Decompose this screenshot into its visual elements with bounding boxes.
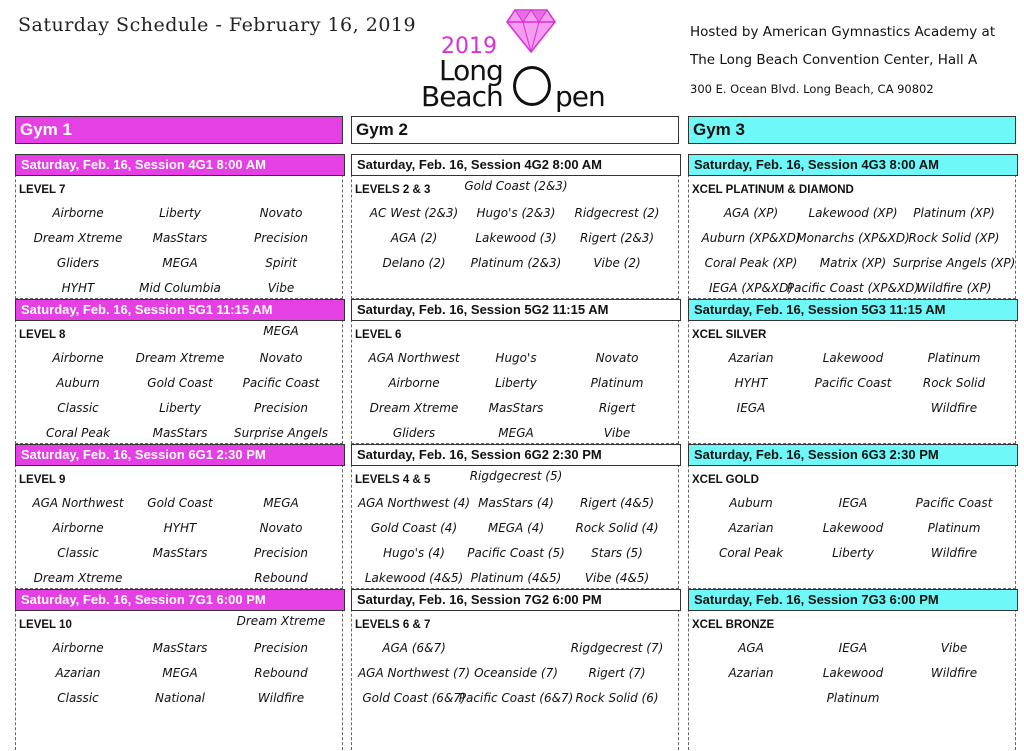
team-name: Lakewood (3) [475, 231, 557, 245]
team-name: Pacific Coast (5) [467, 546, 565, 560]
team-name: Rigdgecrest (5) [469, 469, 563, 483]
session-header: Saturday, Feb. 16, Session 5G1 11:15 AM [15, 299, 345, 321]
team-name: IEGA [736, 401, 766, 415]
team-name: Rigdgecrest (7) [570, 641, 664, 655]
team-name: Pacific Coast [814, 376, 892, 390]
session-level: LEVEL 7 [19, 184, 66, 196]
team-name: IEGA [838, 496, 868, 510]
team-name: Gliders [56, 256, 100, 270]
team-name: Gliders [392, 426, 436, 440]
session-block [15, 444, 343, 589]
page-title: Saturday Schedule - February 16, 2019 [18, 14, 417, 36]
team-name: Airborne [52, 206, 104, 220]
session-block [351, 589, 679, 751]
team-name: MEGA [498, 426, 534, 440]
session-block [15, 299, 343, 444]
team-name: Oceanside (7) [474, 666, 558, 680]
team-name: Wildfire (XP) [916, 281, 992, 295]
team-name: Dream Xtreme [33, 571, 123, 585]
session-header: Saturday, Feb. 16, Session 6G1 2:30 PM [15, 444, 345, 466]
team-name: Wildfire [930, 666, 978, 680]
team-name: AGA Northwest [32, 496, 124, 510]
team-name: Spirit [265, 256, 297, 270]
team-name: Platinum (4&5) [470, 571, 562, 585]
team-name: HYHT [61, 281, 95, 295]
team-name: Matrix (XP) [819, 256, 887, 270]
team-name: Novato [259, 351, 303, 365]
team-name: Gold Coast [147, 496, 213, 510]
team-name: Wildfire [930, 401, 978, 415]
session-level: LEVELS 6 & 7 [355, 619, 431, 631]
team-name: AC West (2&3) [369, 206, 459, 220]
session-header: Saturday, Feb. 16, Session 6G2 2:30 PM [351, 444, 681, 466]
team-name: AGA [738, 641, 764, 655]
session-block [351, 299, 679, 444]
team-name: Classic [57, 691, 99, 705]
session-level: LEVEL 10 [19, 619, 72, 631]
team-name: Precision [253, 546, 309, 560]
team-name: Lakewood [822, 521, 884, 535]
team-name: Lakewood (XP) [808, 206, 898, 220]
team-name: Pacific Coast (6&7) [458, 691, 574, 705]
session-level: XCEL PLATINUM & DIAMOND [692, 184, 854, 196]
session-header: Saturday, Feb. 16, Session 4G2 8:00 AM [351, 154, 681, 176]
gym-header: Gym 1 [15, 116, 343, 144]
gym-column-2 [351, 116, 679, 728]
team-name: AGA Northwest (7) [357, 666, 471, 680]
team-name: Vibe [603, 426, 631, 440]
host-line-2: The Long Beach Convention Center, Hall A [690, 52, 978, 68]
session-header: Saturday, Feb. 16, Session 5G3 11:15 AM [688, 299, 1018, 321]
team-name: AGA Northwest (4) [357, 496, 471, 510]
session-header: Saturday, Feb. 16, Session 4G1 8:00 AM [15, 154, 345, 176]
team-name: Airborne [52, 521, 104, 535]
team-name: Liberty [159, 206, 201, 220]
diamond-icon [505, 4, 557, 54]
team-name: Dream Xtreme [135, 351, 225, 365]
session-level: XCEL BRONZE [692, 619, 775, 631]
team-name: Vibe (4&5) [584, 571, 650, 585]
team-name: Platinum [927, 351, 981, 365]
team-name: Rebound [254, 571, 308, 585]
session-block [351, 154, 679, 299]
team-name: Liberty [495, 376, 537, 390]
team-name: Hugo's (4) [383, 546, 445, 560]
team-name: Liberty [159, 401, 201, 415]
team-name: Airborne [52, 641, 104, 655]
team-name: Auburn (XP&XD) [701, 231, 801, 245]
team-name: Azarian [728, 666, 774, 680]
team-name: Precision [253, 641, 309, 655]
team-name: Airborne [388, 376, 440, 390]
team-name: Hugo's [495, 351, 537, 365]
team-name: Vibe [267, 281, 295, 295]
host-line-1: Hosted by American Gymnastics Academy at [690, 24, 996, 40]
team-name: Dream Xtreme [33, 231, 123, 245]
logo-ring [513, 66, 551, 106]
team-name: Auburn [56, 376, 100, 390]
team-name: MasStars [152, 546, 208, 560]
team-name: Mid Columbia [139, 281, 221, 295]
gym-header: Gym 3 [688, 116, 1016, 144]
session-level: LEVEL 6 [355, 329, 402, 341]
team-name: Surprise Angels (XP) [892, 256, 1016, 270]
team-name: Pacific Coast [242, 376, 320, 390]
team-name: Precision [253, 401, 309, 415]
team-name: Dream Xtreme [369, 401, 459, 415]
team-name: Rigert [598, 401, 636, 415]
session-header: Saturday, Feb. 16, Session 7G2 6:00 PM [351, 589, 681, 611]
team-name: Rebound [254, 666, 308, 680]
session-level: XCEL GOLD [692, 474, 759, 486]
team-name: MasStars [152, 426, 208, 440]
team-name: Rock Solid (4) [575, 521, 659, 535]
team-name: Classic [57, 546, 99, 560]
team-name: Platinum [590, 376, 644, 390]
team-name: Gold Coast (4) [370, 521, 458, 535]
team-name: Airborne [52, 351, 104, 365]
gym-header: Gym 2 [351, 116, 679, 144]
team-name: Rigert (7) [588, 666, 646, 680]
team-name: AGA Northwest [368, 351, 460, 365]
gym-column-1 [15, 116, 343, 728]
session-header: Saturday, Feb. 16, Session 7G3 6:00 PM [688, 589, 1018, 611]
team-name: MEGA (4) [487, 521, 545, 535]
team-name: Novato [259, 521, 303, 535]
session-level: LEVELS 2 & 3 [355, 184, 431, 196]
team-name: MEGA [162, 256, 198, 270]
team-name: AGA (XP) [723, 206, 779, 220]
team-name: MEGA [263, 324, 299, 338]
team-name: Wildfire [930, 546, 978, 560]
team-name: Gold Coast (6&7) [362, 691, 466, 705]
team-name: Gold Coast (2&3) [464, 179, 568, 193]
event-logo [415, 4, 615, 112]
session-block [15, 154, 343, 299]
team-name: Wildfire [257, 691, 305, 705]
team-name: Rock Solid (6) [575, 691, 659, 705]
team-name: Azarian [55, 666, 101, 680]
session-level: XCEL SILVER [692, 329, 767, 341]
team-name: Rigert (2&3) [579, 231, 655, 245]
session-header: Saturday, Feb. 16, Session 6G3 2:30 PM [688, 444, 1018, 466]
logo-word-beach: Beach [421, 80, 503, 113]
team-name: Dream Xtreme [236, 614, 326, 628]
team-name: National [154, 691, 206, 705]
team-name: Vibe (2) [593, 256, 641, 270]
team-name: Hugo's (2&3) [476, 206, 556, 220]
session-block [688, 589, 1016, 751]
team-name: MasStars [152, 641, 208, 655]
team-name: Coral Peak [718, 546, 784, 560]
logo-year: 2019 [441, 34, 497, 59]
team-name: Platinum (XP) [913, 206, 995, 220]
team-name: HYHT [734, 376, 768, 390]
team-name: Rock Solid [922, 376, 986, 390]
team-name: Rigert (4&5) [579, 496, 655, 510]
team-name: Novato [595, 351, 639, 365]
session-block [15, 589, 343, 751]
team-name: Platinum [826, 691, 880, 705]
team-name: Platinum [927, 521, 981, 535]
team-name: Vibe [940, 641, 968, 655]
team-name: Azarian [728, 351, 774, 365]
session-level: LEVEL 9 [19, 474, 66, 486]
team-name: HYHT [163, 521, 197, 535]
session-header: Saturday, Feb. 16, Session 7G1 6:00 PM [15, 589, 345, 611]
team-name: Classic [57, 401, 99, 415]
team-name: Azarian [728, 521, 774, 535]
team-name: MasStars [488, 401, 544, 415]
logo-word-open: pen [555, 80, 605, 113]
logo-word-long: Long [439, 54, 503, 87]
team-name: Precision [253, 231, 309, 245]
team-name: Lakewood [822, 666, 884, 680]
session-level: LEVELS 4 & 5 [355, 474, 431, 486]
gym-column-3 [688, 116, 1016, 728]
team-name: Pacific Coast [915, 496, 993, 510]
team-name: Surprise Angels [234, 426, 328, 440]
team-name: MEGA [263, 496, 299, 510]
team-name: Coral Peak [45, 426, 111, 440]
team-name: Delano (2) [382, 256, 446, 270]
team-name: Gold Coast [147, 376, 213, 390]
team-name: Auburn [729, 496, 773, 510]
session-block [688, 444, 1016, 589]
team-name: MEGA [162, 666, 198, 680]
session-header: Saturday, Feb. 16, Session 5G2 11:15 AM [351, 299, 681, 321]
team-name: AGA (6&7) [382, 641, 446, 655]
team-name: Liberty [832, 546, 874, 560]
team-name: Novato [259, 206, 303, 220]
host-address: 300 E. Ocean Blvd. Long Beach, CA 90802 [690, 82, 934, 96]
team-name: IEGA (XP&XD) [708, 281, 794, 295]
session-level: LEVEL 8 [19, 329, 66, 341]
session-block [351, 444, 679, 589]
team-name: Lakewood (4&5) [364, 571, 464, 585]
team-name: Rock Solid (XP) [908, 231, 1000, 245]
team-name: MasStars (4) [478, 496, 554, 510]
team-name: Pacific Coast (XP&XD) [786, 281, 920, 295]
team-name: Stars (5) [591, 546, 643, 560]
session-block [688, 299, 1016, 444]
team-name: Monarchs (XP&XD) [796, 231, 910, 245]
team-name: Coral Peak (XP) [704, 256, 798, 270]
team-name: AGA (2) [390, 231, 438, 245]
team-name: Lakewood [822, 351, 884, 365]
team-name: Ridgecrest (2) [574, 206, 660, 220]
team-name: MasStars [152, 231, 208, 245]
team-name: IEGA [838, 641, 868, 655]
session-header: Saturday, Feb. 16, Session 4G3 8:00 AM [688, 154, 1018, 176]
session-block [688, 154, 1016, 299]
team-name: Platinum (2&3) [470, 256, 562, 270]
